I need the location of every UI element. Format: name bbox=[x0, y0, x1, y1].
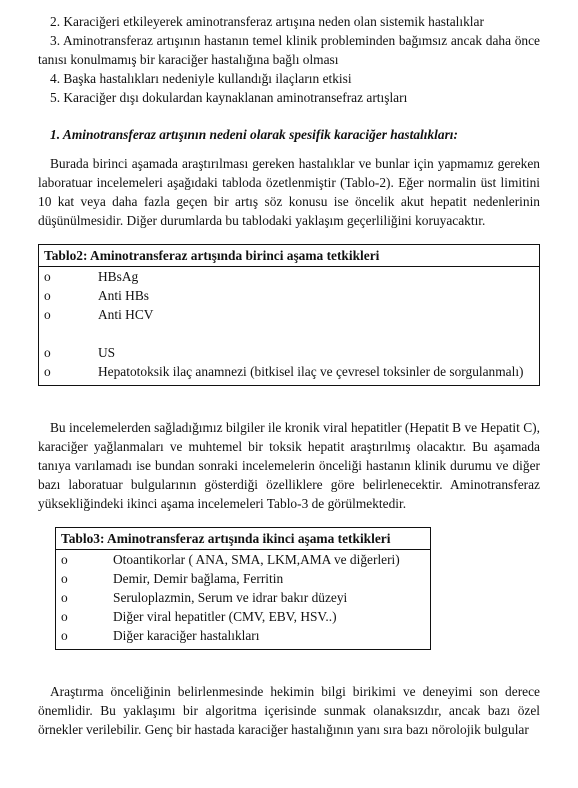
spacer bbox=[39, 324, 539, 343]
table-row bbox=[56, 550, 430, 569]
table-row bbox=[56, 569, 430, 588]
bullet: o bbox=[44, 269, 51, 284]
table-row bbox=[39, 362, 539, 385]
bullet: o bbox=[44, 307, 51, 322]
table-row bbox=[56, 607, 430, 626]
table-item: Anti HBs bbox=[98, 288, 149, 303]
table-3 bbox=[55, 527, 431, 650]
bullet: o bbox=[61, 552, 68, 567]
table-row bbox=[39, 286, 539, 305]
table-item: Diğer karaciğer hastalıkları bbox=[113, 628, 260, 643]
bullet: o bbox=[61, 628, 68, 643]
table-row bbox=[56, 588, 430, 607]
bullet: o bbox=[61, 590, 68, 605]
table-item: Seruloplazmin, Serum ve idrar bakır düzeyi bbox=[113, 590, 348, 605]
table-item: Anti HCV bbox=[98, 307, 154, 322]
table-row bbox=[39, 267, 539, 286]
bullet: o bbox=[44, 345, 51, 360]
bullet: o bbox=[61, 609, 68, 624]
list-item: 3. Aminotransferaz artışının hastanın temel klinik probleminden bağımsız ancak daha önce tanısı konulmamış bir karaciğer hastalığına bağlı olması bbox=[38, 33, 540, 67]
section-heading: 1. Aminotransferaz artışının nedeni olarak spesifik karaciğer hastalıkları: bbox=[50, 127, 458, 142]
table-2 bbox=[38, 244, 540, 386]
table-item: Hepatotoksik ilaç anamnezi (bitkisel ilaç ve çevresel toksinler de sorgulanmalı) bbox=[98, 364, 524, 379]
paragraph: Bu incelemelerden sağladığımız bilgiler ile kronik viral hepatitler (Hepatit B ve Hepatit C), karaciğer yağlanmaları ve muhtemel bir toksik hepatit araştırılmış olacaktır. Bu aşamada tanıya varılamadı ise bundan sonraki incelemelerin önceliği hastanın klinik durumu ve diğer bazı laboratuar bulgularının gösterdiği özelliklere göre belirlenecektir. Aminotransferaz yüksekliğindeki ikinci aşama incelemeleri Tablo-3 de görülmektedir. bbox=[38, 420, 540, 511]
table-item: US bbox=[98, 345, 116, 360]
table-row bbox=[56, 626, 430, 649]
list-item: 2. Karaciğeri etkileyerek aminotransferaz artışına neden olan sistemik hastalıklar bbox=[50, 14, 484, 29]
list-item: 4. Başka hastalıkları nedeniyle kullandığı ilaçların etkisi bbox=[50, 71, 352, 86]
table-title: Tablo2: Aminotransferaz artışında birinci aşama tetkikleri bbox=[39, 245, 539, 267]
bullet: o bbox=[44, 288, 51, 303]
bullet: o bbox=[61, 571, 68, 586]
table-item: HBsAg bbox=[98, 269, 139, 284]
document-page bbox=[38, 12, 540, 739]
table-title: Tablo3: Aminotransferaz artışında ikinci aşama tetkikleri bbox=[56, 528, 430, 550]
paragraph: Burada birinci aşamada araştırılması gereken hastalıklar ve bunlar için yapmamız gereken laboratuar incelemeleri aşağıdaki tabloda özetlenmiştir (Tablo-2). Eğer normalin üst limitini 10 kat veya daha fazla geçen bir artış söz konusu ise öncelik akut hepatit nedenlerinin düşünülmesidir. Diğer durumlarda bu tablodaki yaklaşım geçerliliğini koruyacaktır. bbox=[38, 156, 540, 228]
table-item: Otoantikorlar ( ANA, SMA, LKM,AMA ve diğerleri) bbox=[113, 552, 400, 567]
table-item: Diğer viral hepatitler (CMV, EBV, HSV..) bbox=[113, 609, 337, 624]
paragraph: Araştırma önceliğinin belirlenmesinde hekimin bilgi birikimi ve deneyimi son derece önemlidir. Bu yaklaşımı bir algoritma içerisinde sunmak olanaksızdır, ancak bazı özel örnekler verilebilir. Genç bir hastada karaciğer hastalığının yanı sıra bazı nörolojik bulgular bbox=[38, 684, 540, 737]
table-row bbox=[39, 343, 539, 362]
table-item: Demir, Demir bağlama, Ferritin bbox=[113, 571, 284, 586]
list-item: 5. Karaciğer dışı dokulardan kaynaklanan aminotransefraz artışları bbox=[50, 90, 408, 105]
bullet: o bbox=[44, 364, 51, 379]
table-row bbox=[39, 305, 539, 324]
